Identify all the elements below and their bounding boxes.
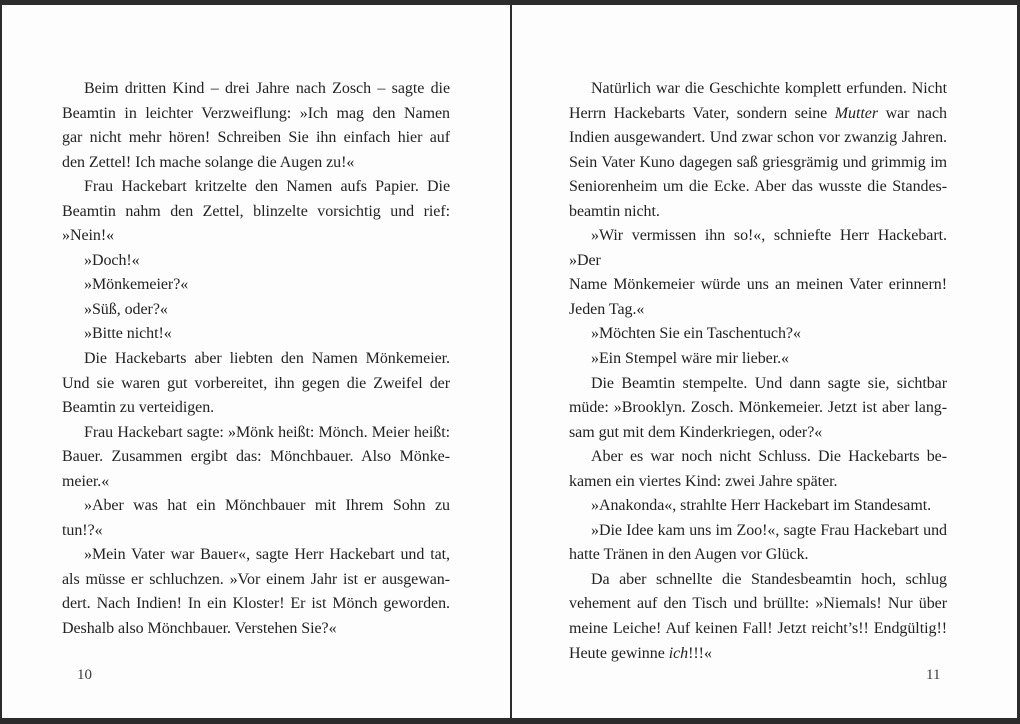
text-line: Die Beamtin stempelte. Und dann sagte sie, sichtbar: [591, 374, 947, 392]
text-line: Und sie waren gut vorbereitet, ihn gegen die Zweifel der: [62, 374, 450, 392]
text-line: den Zettel! Ich mache solange die Augen zu!«: [62, 153, 355, 171]
text-line: »Anakonda«, strahlte Herr Hackebart im Standesamt.: [591, 497, 932, 515]
frame-left-edge: [0, 0, 2, 724]
text-line: Deshalb also Mönchbauer. Verstehen Sie?«: [62, 620, 337, 638]
text-line: Frau Hackebart sagte: »Mönk heißt: Mönch. Meier heißt:: [84, 423, 450, 441]
text-line: Name Mönkemeier würde uns an meinen Vater erinnern!: [569, 276, 947, 294]
text-line: hatte Tränen in den Augen vor Glück.: [569, 546, 809, 564]
text-line: »Aber was hat ein Mönchbauer mit Ihrem Sohn zu: [84, 497, 450, 515]
text-line: Da aber schnellte die Standesbeamtin hoch, schlug: [591, 570, 947, 588]
text-line: »Süß, oder?«: [84, 300, 168, 318]
text-line: Indien ausgewandert. Und zwar schon vor zwanzig Jahren.: [569, 129, 947, 147]
page-left-text: [62, 77, 450, 642]
text-line: gar nicht mehr hören! Schreiben Sie ihn einfach hier auf: [62, 129, 450, 147]
text-line: »Bitte nicht!«: [84, 325, 172, 343]
text-line: dert. Nach Indien! In ein Kloster! Er ist Mönch geworden.: [62, 595, 450, 613]
text-line: kamen ein viertes Kind: zwei Jahre später.: [569, 472, 838, 490]
page-number-left: 10: [77, 667, 92, 683]
text-line: Beim dritten Kind – drei Jahre nach Zosch – sagte die: [84, 80, 450, 97]
text-line: »Mönkemeier?«: [84, 276, 189, 294]
text-line: Beamtin in leichter Verzweiflung: »Ich mag den Namen: [62, 104, 450, 122]
text-line: »Nein!«: [62, 227, 115, 245]
text-line: Die Hackebarts aber liebten den Namen Mönkemeier.: [84, 350, 450, 368]
frame-bottom-bar: [0, 718, 1020, 724]
text-line: Herrn Hackebarts Vater, sondern seine Mutter war nach: [569, 104, 947, 122]
text-line: tun!?«: [62, 521, 103, 539]
text-line: »Ein Stempel wäre mir lieber.«: [591, 350, 790, 368]
text-line: Sein Vater Kuno dagegen saß griesgrämig und grimmig im: [569, 153, 947, 171]
text-line: als müsse er schluchzen. »Vor einem Jahr ist er ausgewan-: [62, 570, 450, 588]
text-line: »Mein Vater war Bauer«, sagte Herr Hackebart und tat,: [84, 546, 450, 564]
page-number-right: 11: [926, 667, 941, 683]
text-line: Bauer. Zusammen ergibt das: Mönchbauer. Also Mönke-: [62, 448, 450, 466]
text-line: Heute gewinne ich!!!«: [569, 644, 712, 662]
text-line: meine Leiche! Auf keinen Fall! Jetzt reicht’s!! Endgültig!!: [569, 620, 947, 638]
text-line: Frau Hackebart kritzelte den Namen aufs Papier. Die: [84, 178, 450, 196]
text-line: »Wir vermissen ihn so!«, schniefte Herr Hackebart. »Der: [569, 227, 947, 269]
text-line: müde: »Brooklyn. Zosch. Mönkemeier. Jetzt ist aber lang-: [569, 399, 947, 417]
text-line: »Die Idee kam uns im Zoo!«, sagte Frau Hackebart und: [591, 521, 947, 539]
text-line: sam gut mit dem Kinderkriegen, oder?«: [569, 423, 823, 441]
page-right-text: [569, 77, 947, 666]
text-line: meier.«: [62, 472, 110, 490]
text-line: Jeden Tag.«: [569, 300, 645, 318]
page-divider: [510, 5, 512, 718]
text-line: Beamtin zu verteidigen.: [62, 399, 215, 417]
text-line: beamtin nicht.: [569, 202, 660, 220]
text-line: vehement auf den Tisch und brüllte: »Niemals! Nur über: [569, 595, 947, 613]
text-line: Natürlich war die Geschichte komplett erfunden. Nicht: [591, 80, 947, 97]
text-line: Aber es war noch nicht Schluss. Die Hackebarts be-: [591, 448, 947, 466]
text-line: Seniorenheim um die Ecke. Aber das wusste die Standes-: [569, 178, 947, 196]
text-line: Beamtin nahm den Zettel, blinzelte vorsichtig und rief:: [62, 202, 450, 220]
text-line: »Möchten Sie ein Taschentuch?«: [591, 325, 801, 343]
text-line: »Doch!«: [84, 251, 140, 269]
